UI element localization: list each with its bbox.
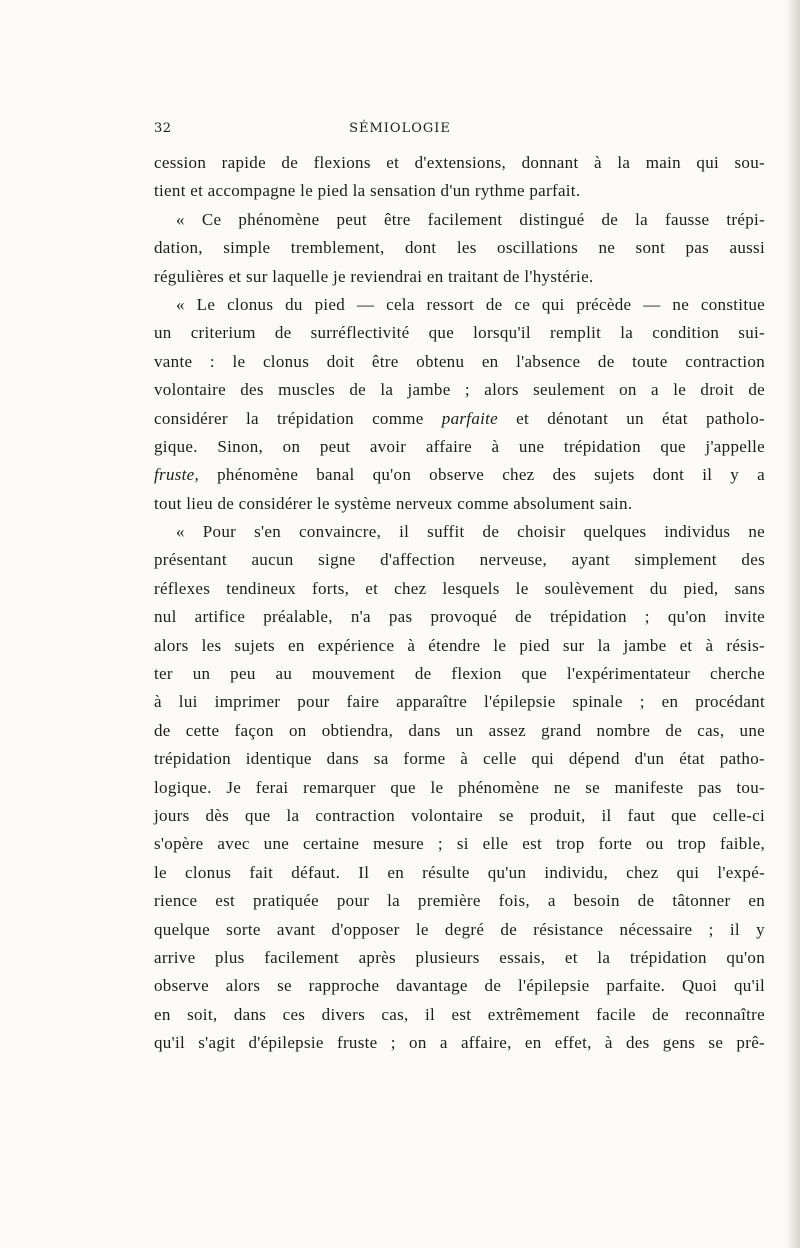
body-text bbox=[154, 149, 765, 1058]
text-line: alors les sujets en expérience à étendre le pied sur la jambe et à résis- bbox=[154, 635, 765, 655]
text-line: ter un peu au mouvement de flexion que l'expérimentateur cherche bbox=[154, 664, 765, 684]
text-line: rience est pratiquée pour la première fois, a besoin de tâtonner en bbox=[154, 891, 765, 911]
italic-term: parfaite bbox=[441, 408, 499, 428]
text-line: quelque sorte avant d'opposer le degré de résistance nécessaire ; il y bbox=[154, 919, 765, 939]
line-segment: considérer la trépidation comme bbox=[154, 408, 442, 428]
text-line: cession rapide de flexions et d'extensions, donnant à la main qui sou- bbox=[154, 153, 765, 172]
text-line: jours dès que la contraction volontaire se produit, il faut que celle-ci bbox=[154, 805, 765, 825]
text-line: volontaire des muscles de la jambe ; alors seulement on a le droit de bbox=[154, 380, 765, 400]
text-line: arrive plus facilement après plusieurs essais, et la trépidation qu'on bbox=[154, 947, 765, 967]
text-line: le clonus fait défaut. Il en résulte qu'un individu, chez qui l'expé- bbox=[154, 862, 765, 882]
line-segment: phénomène banal qu'on observe chez des sujets dont il y a bbox=[199, 465, 765, 485]
text-line: s'opère avec une certaine mesure ; si elle est trop forte ou trop faible, bbox=[154, 834, 765, 854]
line-segment: et dénotant un état patholo- bbox=[498, 408, 765, 428]
text-line: trépidation identique dans sa forme à celle qui dépend d'un état patho- bbox=[154, 749, 765, 769]
text-line: tout lieu de considérer le système nerveux comme absolument sain. bbox=[154, 493, 633, 513]
text-line: logique. Je ferai remarquer que le phénomène ne se manifeste pas tou- bbox=[154, 777, 765, 797]
page-header bbox=[0, 121, 800, 141]
page-edge-shadow bbox=[786, 0, 800, 1248]
text-line: à lui imprimer pour faire apparaître l'épilepsie spinale ; en procédant bbox=[154, 692, 765, 712]
text-line: présentant aucun signe d'affection nerveuse, ayant simplement des bbox=[154, 550, 765, 570]
text-line: « Ce phénomène peut être facilement distingué de la fausse trépi- bbox=[176, 209, 765, 229]
text-line: vante : le clonus doit être obtenu en l'absence de toute contraction bbox=[154, 351, 765, 371]
text-line: « Le clonus du pied — cela ressort de ce qui précède — ne constitue bbox=[176, 294, 765, 314]
text-line: observe alors se rapproche davantage de l'épilepsie parfaite. Quoi qu'il bbox=[154, 976, 765, 996]
text-line bbox=[154, 405, 765, 433]
text-line: nul artifice préalable, n'a pas provoqué de trépidation ; qu'on invite bbox=[154, 607, 765, 627]
text-line: « Pour s'en convaincre, il suffit de choisir quelques individus ne bbox=[176, 522, 765, 542]
text-line: réflexes tendineux forts, et chez lesquels le soulèvement du pied, sans bbox=[154, 578, 765, 598]
text-line: qu'il s'agit d'épilepsie fruste ; on a affaire, en effet, à des gens se prê- bbox=[154, 1033, 765, 1053]
running-head: SÉMIOLOGIE bbox=[349, 121, 451, 136]
text-line: de cette façon on obtiendra, dans un assez grand nombre de cas, une bbox=[154, 720, 765, 740]
text-line: tient et accompagne le pied la sensation d'un rythme parfait. bbox=[154, 181, 581, 201]
text-line: en soit, dans ces divers cas, il est extrêmement facile de reconnaître bbox=[154, 1004, 765, 1024]
text-line: gique. Sinon, on peut avoir affaire à une trépidation que j'appelle bbox=[154, 436, 765, 456]
page-number: 32 bbox=[154, 121, 172, 136]
text-line: régulières et sur laquelle je reviendrai en traitant de l'hystérie. bbox=[154, 266, 594, 286]
text-line: un criterium de surréflectivité que lorsqu'il remplit la condition sui- bbox=[154, 323, 765, 343]
text-line bbox=[154, 461, 765, 489]
text-line: dation, simple tremblement, dont les oscillations ne sont pas aussi bbox=[154, 238, 765, 258]
italic-term: fruste, bbox=[154, 465, 200, 485]
